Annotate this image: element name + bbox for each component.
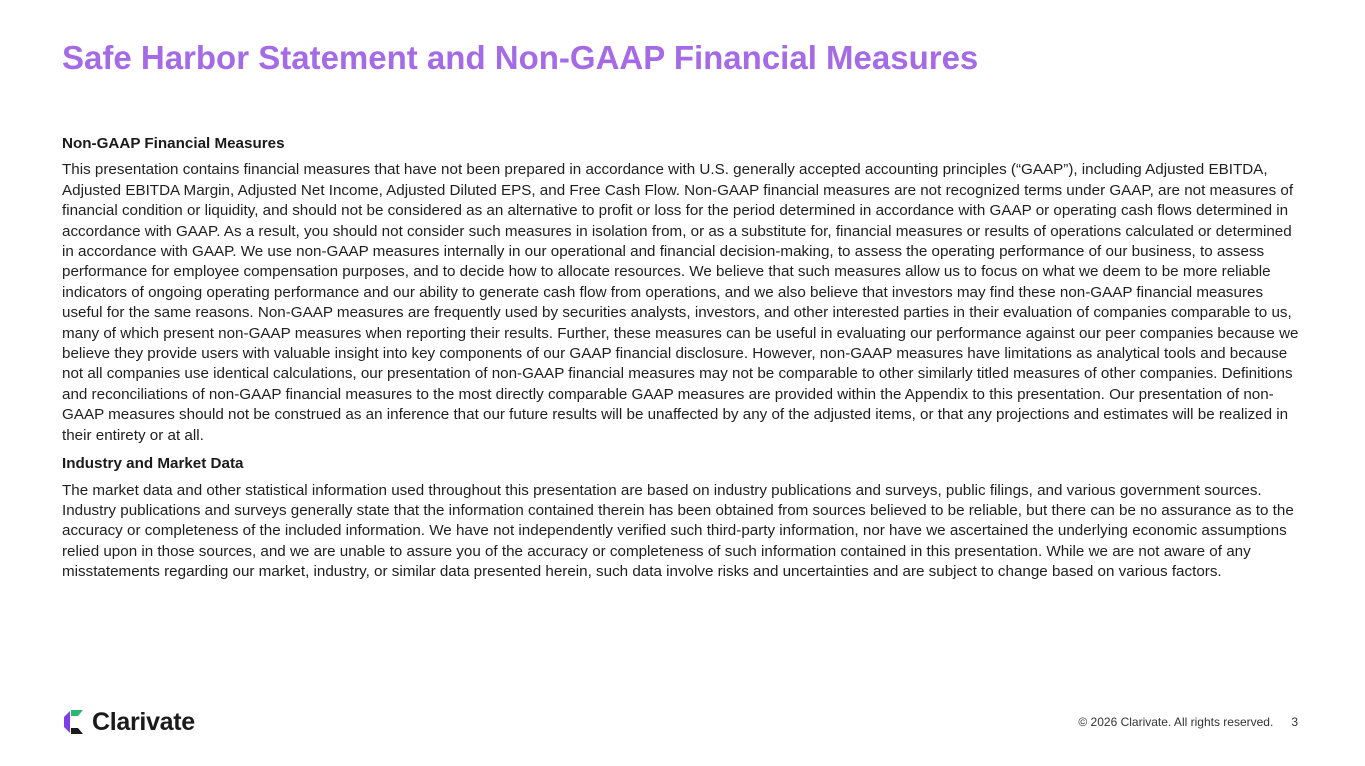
slide-title: Safe Harbor Statement and Non-GAAP Financial Measures [62, 39, 979, 76]
section-heading-industry-data: Industry and Market Data [62, 455, 244, 473]
section-heading-non-gaap: Non-GAAP Financial Measures [62, 135, 285, 152]
slide-body [62, 134, 1307, 591]
copyright-text: © 2026 Clarivate. All rights reserved. [1078, 715, 1274, 729]
clarivate-logo [62, 707, 195, 737]
slide-footer [1078, 714, 1298, 730]
section-body-non-gaap: This presentation contains financial measures that have not been prepared in accordance with U.S. generally accepted accounting principles (“GAAP”), including Adjusted EBITDA, Adjusted EBITDA Margin, Adjusted Net Income, Adjusted Diluted EPS, and Free Cash Flow. Non-GAAP financial measures are not recognized terms under GAAP, are not measures of financial condition or liquidity, and should not be considered as an alternative to profit or loss for the period determined in accordance with GAAP or operating cash flows determined in accordance with GAAP. As a result, you should not consider such measures in isolation from, or as a substitute for, financial measures or results of operations calculated or determined in accordance with GAAP. We use non-GAAP measures internally in our operational and financial decision-making, to assess the operating performance of our business, to assess performance for employee compensation purposes, and to decide how to allocate resources. We believe that such measures allow us to focus on what we deem to be more reliable indicators of ongoing operating performance and our ability to generate cash flow from operations, and we also believe that investors may find these non-GAAP financial measures useful for the same reasons. Non-GAAP measures are frequently used by securities analysts, investors, and other interested parties in their evaluation of companies comparable to us, many of which present non-GAAP measures when reporting their results. Further, these measures can be useful in evaluating our performance against our peer companies because we believe they provide users with valuable insight into key components of our GAAP financial disclosure. However, non-GAAP measures have limitations as analytical tools and because not all companies use identical calculations, our presentation of non-GAAP financial measures may not be comparable to other similarly titled measures of other companies. Definitions and reconciliations of non-GAAP financial measures to the most directly comparable GAAP measures are provided within the Appendix to this presentation. Our presentation of non-GAAP measures should not be construed as an inference that our future results will be unaffected by any of the adjusted items, or that any projections and estimates will be realized in their entirety or at all. [62, 161, 1299, 444]
clarivate-mark-icon [62, 709, 86, 735]
page-number: 3 [1291, 715, 1298, 729]
logo-text: Clarivate [92, 708, 195, 736]
section-body-industry-data: The market data and other statistical information used throughout this presentation are based on industry publications and surveys, public filings, and various government sources. Industry publications and surveys generally state that the information contained therein has been obtained from sources believed to be reliable, but there can be no assurance as to the accuracy or completeness of the included information. We have not independently verified such third-party information, nor have we ascertained the underlying economic assumptions relied upon in those sources, and we are unable to assure you of the accuracy or completeness of such information contained in this presentation. While we are not aware of any misstatements regarding our market, industry, or similar data presented herein, such data involve risks and uncertainties and are subject to change based on various factors. [62, 481, 1294, 581]
